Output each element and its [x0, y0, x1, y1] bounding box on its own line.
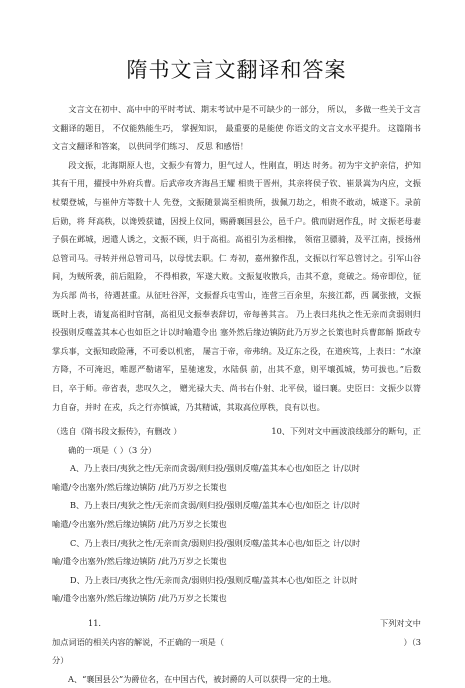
- option-c-line2: 喻/遣令出塞外/然后缘边镇防 /此乃万岁之长策也: [52, 556, 227, 567]
- question-11-option-a: A、“襄国县公”为爵位名，在中国古代，被封爵的人可以获得一定的土地。: [68, 673, 337, 684]
- option-a-line2: 喻遣/令出塞外/然后缘边镇防 /此乃万岁之长策也: [52, 481, 227, 492]
- page-title: 隋书文言文翻译和答案: [126, 58, 347, 82]
- option-c-line1: C、乃上表曰/夷狄之性/无亲而贪/弱则归投/强则反噬/盖其本心也/如臣之 计/以时: [70, 537, 361, 548]
- option-a-line1: A、乃上表曰/夷狄之性/无亲而贪弱/则归投/强则反噬/盖其本心也/如臣之 计/以时: [70, 463, 360, 474]
- option-d-line1: D、乃上表曰/夷狄之性/无亲而贪/弱则归投/强则反噬/盖其本心也/如臣之 计以时: [70, 574, 358, 585]
- passage-paragraph: 段文振，北海期原人也，文振少有膂力，胆气过人，性刚直，明达 时务。初为宇文护亲信，护知其有干用，擢授中外府兵曹。后武帝攻齐海昌王耀 相贵于晋州，其亲将侯子钦、崔景嵩为内应，文振杖槊登城，与崔仲方等数十人 先登，文振随景嵩至相贵所，拔佩刀劫之，相贵不敢动，城遂下。录前后勋，将 拜高秩，以谗毁获谴，因授上仪同，赐爵襄国县公，邑千户。俄而尉迥作乱，时 文振老母妻子俱在邺城，迥遣人诱之，文振不顾，归于高祖。高祖引为丞相掾， 领宿卫骠骑，及平江南，授扬州总管司马。寻转并州总管司马，以母忧去职。仁 寿初，嘉州獠作乱，文振以行军总管讨之。引军山谷间，为贼所袭，前后阻险， 不得相救，军遂大败。文振复收散兵，击其不意，竟破之。炀帝即位，征为兵部 尚书，待遇甚重。从征吐谷浑，文振督兵屯雪山，连营三百余里，东接江都，西 属张掖，文振既时上表，请复高祖时官制，高祖见文振奉表辞切，帝每善其言。 乃上表曰兆执之性无亲而贪弱则归投强则反噬盖其本心也如臣之计以时喻遣令出 塞外然后缘边镇防此乃万岁之长策也时兵曹郎斛 斯政专掌兵事，文振知政险薄，不可委以机密， 屡言于帝，帝弗纳。及辽东之役，在道疾笃，上表曰：“水潦方降，不可淹迟，唯愿严勒诸军，星驰速发，水陆俱 前，出其不意，则平壤孤城，势可拔也。”后数日，卒于师。帝省表，悲叹久之， 赠光禄大夫、尚书右仆射、北平侯，谥曰襄。史臣曰：文振少以膂力自奋，并时 在戎，兵之行亦慎诚，乃其精诚，其取高位厚秩，良有以也。: [52, 159, 421, 412]
- question-11-number: 11.: [88, 618, 102, 629]
- option-d-line2: 喻/遣令出塞外/然后缘边镇防 /此乃万岁之长策也: [52, 593, 227, 604]
- question-11-stem-left: 加点词语的相关内容的解说，不正确的一项是（: [52, 636, 224, 647]
- option-b-line2: 喻遣/令出塞外/然后缘边镇防 /此乃万岁之长策也: [52, 519, 227, 530]
- question-10-stem-cont: 确的一项是（ ）（3 分）: [68, 444, 157, 455]
- question-11-points: ）（3: [403, 636, 421, 647]
- intro-paragraph: 文言文在初中、高中中的平时考试、期末考试中是不可缺少的一部分， 所以， 多做一些关于文言文翻译的题目， 不仅能熟能生巧， 掌握知识， 最重要的是能使 你语文的文言文水平提升。 这篇隋书文言文翻译和答案， 以供同学们练习、 反思 和感悟！: [52, 104, 421, 152]
- question-11-header: [52, 614, 421, 633]
- option-b-line1: B、乃上表曰/夷狄之性/无亲而贪弱/则归投/强则反噬/盖其本心也/如臣之 计/以时: [70, 500, 360, 511]
- question-11-stem: 下列对文中: [380, 618, 421, 629]
- question-10-stem: 10、下列对文中画波浪线部分的断句，正: [271, 426, 421, 437]
- question-11-stem-line2: [52, 633, 421, 652]
- question-11-stem-line3: 分）: [52, 655, 69, 666]
- source-note: （选自《隋书段文振传》，有删改 ）: [52, 426, 182, 437]
- question-10-header: [52, 422, 421, 441]
